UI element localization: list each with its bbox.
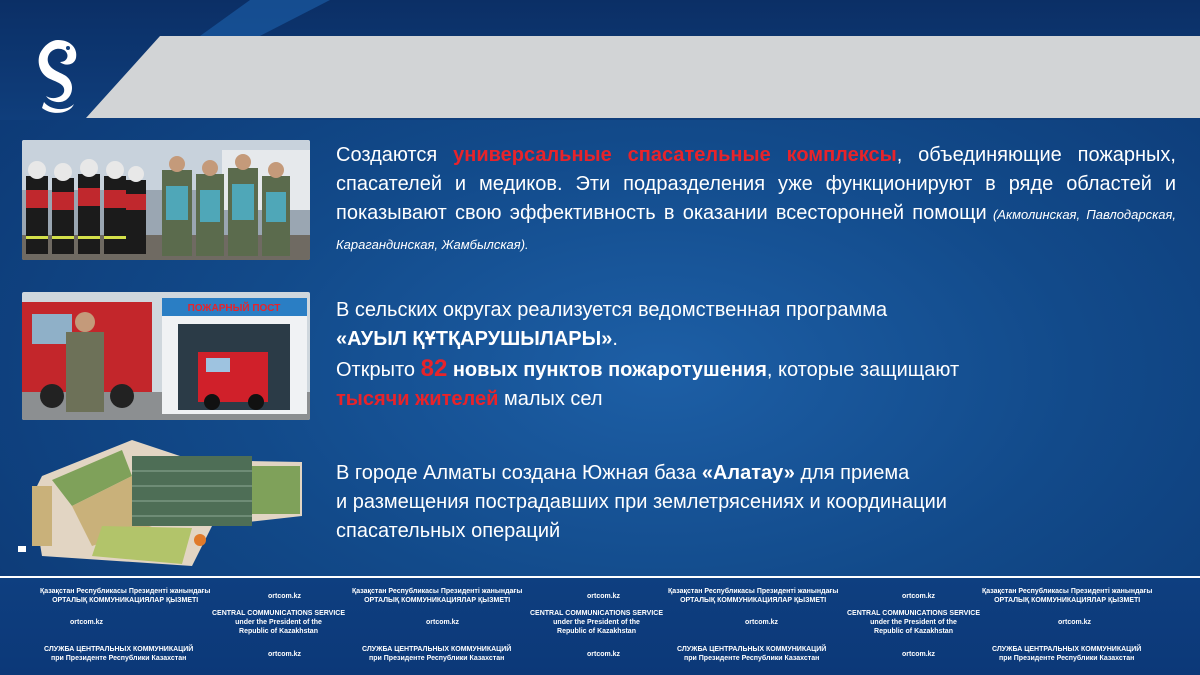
p3-base-name: «Алатау» bbox=[701, 462, 795, 484]
p3-line3: спасательных операций bbox=[336, 520, 561, 542]
footer-en-2: CENTRAL COMMUNICATIONS SERVICE under the President of the Republic of Kazakhstan bbox=[530, 610, 664, 635]
footer-ru-1: СЛУЖБА ЦЕНТРАЛЬНЫХ КОММУНИКАЦИЙ при Президенте Республики Казахстан bbox=[44, 646, 194, 662]
p2-points: новых пунктов пожаротушения bbox=[447, 359, 767, 381]
p2-villages: малых сел bbox=[498, 388, 603, 410]
footer-site-2: ortcom.kz bbox=[587, 593, 621, 600]
p1-highlight: универсальные спасательные комплексы bbox=[453, 144, 897, 166]
rescuers-photo bbox=[22, 140, 310, 260]
footer-en-3: CENTRAL COMMUNICATIONS SERVICE under the President of the Republic of Kazakhstan bbox=[847, 610, 981, 635]
p2-program-name: «АУЫЛ ҚҰТҚАРУШЫЛАРЫ» bbox=[336, 328, 613, 350]
header-gray-band bbox=[0, 0, 1200, 120]
footer-site-6: ortcom.kz bbox=[745, 619, 779, 626]
footer-kz-2: Қазақстан Республикасы Президенті жанындағы ОРТАЛЫҚ КОММУНИКАЦИЯЛАР ҚЫЗМЕТІ bbox=[352, 588, 523, 604]
footer-ru-4: СЛУЖБА ЦЕНТРАЛЬНЫХ КОММУНИКАЦИЙ при Президенте Республики Казахстан bbox=[992, 646, 1142, 662]
complexes-paragraph bbox=[336, 141, 1176, 259]
fire-post-sign: ПОЖАРНЫЙ ПОСТ bbox=[187, 303, 281, 314]
footer-site-8: ortcom.kz bbox=[268, 651, 302, 658]
footer-site-7: ortcom.kz bbox=[1058, 619, 1092, 626]
snow-leopard-emblem-icon bbox=[30, 36, 86, 116]
alatau-paragraph bbox=[336, 459, 1176, 546]
footer-site-1: ortcom.kz bbox=[268, 593, 302, 600]
p2-opened: Открыто bbox=[336, 359, 421, 381]
footer-site-9: ortcom.kz bbox=[587, 651, 621, 658]
p3-line1a: В городе Алматы создана Южная база bbox=[336, 462, 702, 484]
footer-site-4: ortcom.kz bbox=[70, 619, 104, 626]
p2-count: 82 bbox=[420, 355, 448, 382]
p3-line1b: для приема bbox=[794, 462, 910, 484]
footer-kz-1: Қазақстан Республикасы Президенті жанындағы ОРТАЛЫҚ КОММУНИКАЦИЯЛАР ҚЫЗМЕТІ bbox=[40, 588, 211, 604]
p2-dot: . bbox=[612, 328, 618, 350]
footer-kz-4: Қазақстан Республикасы Президенті жанындағы ОРТАЛЫҚ КОММУНИКАЦИЯЛАР ҚЫЗМЕТІ bbox=[982, 588, 1153, 604]
p1-text-b: , объединяющие пожарных, спасателей и медиков. Эти подразделения уже функционируют в ряде областей и показывают свою эффективность в оказании всесторонней помощи bbox=[336, 144, 1176, 224]
footer-ru-3: СЛУЖБА ЦЕНТРАЛЬНЫХ КОММУНИКАЦИЙ при Президенте Республики Казахстан bbox=[677, 646, 827, 662]
footer-en-1: CENTRAL COMMUNICATIONS SERVICE under the President of the Republic of Kazakhstan bbox=[212, 610, 346, 635]
p2-protect: , которые защищают bbox=[766, 359, 960, 381]
footer-kz-3: Қазақстан Республикасы Президенті жанындағы ОРТАЛЫҚ КОММУНИКАЦИЯЛАР ҚЫЗМЕТІ bbox=[668, 588, 839, 604]
fire-post-photo bbox=[22, 292, 310, 420]
footer-ru-2: СЛУЖБА ЦЕНТРАЛЬНЫХ КОММУНИКАЦИЙ при Президенте Республики Казахстан bbox=[362, 646, 512, 662]
p1-text-a: Создаются bbox=[336, 144, 454, 166]
alatau-base-plan bbox=[12, 436, 312, 566]
p2-line1: В сельских округах реализуется ведомственная программа bbox=[336, 299, 888, 321]
p3-line2: и размещения пострадавших при землетрясениях и координации bbox=[336, 491, 947, 513]
footer-site-10: ortcom.kz bbox=[902, 651, 936, 658]
p1-regions-note: (Акмолинская, Павлодарская, Карагандинская, Жамбылская). bbox=[336, 207, 1176, 252]
program-paragraph bbox=[336, 296, 1176, 414]
footer-site-5: ortcom.kz bbox=[426, 619, 460, 626]
footer-pattern bbox=[0, 576, 1200, 675]
p2-residents: тысячи жителей bbox=[336, 388, 499, 410]
footer-site-3: ortcom.kz bbox=[902, 593, 936, 600]
